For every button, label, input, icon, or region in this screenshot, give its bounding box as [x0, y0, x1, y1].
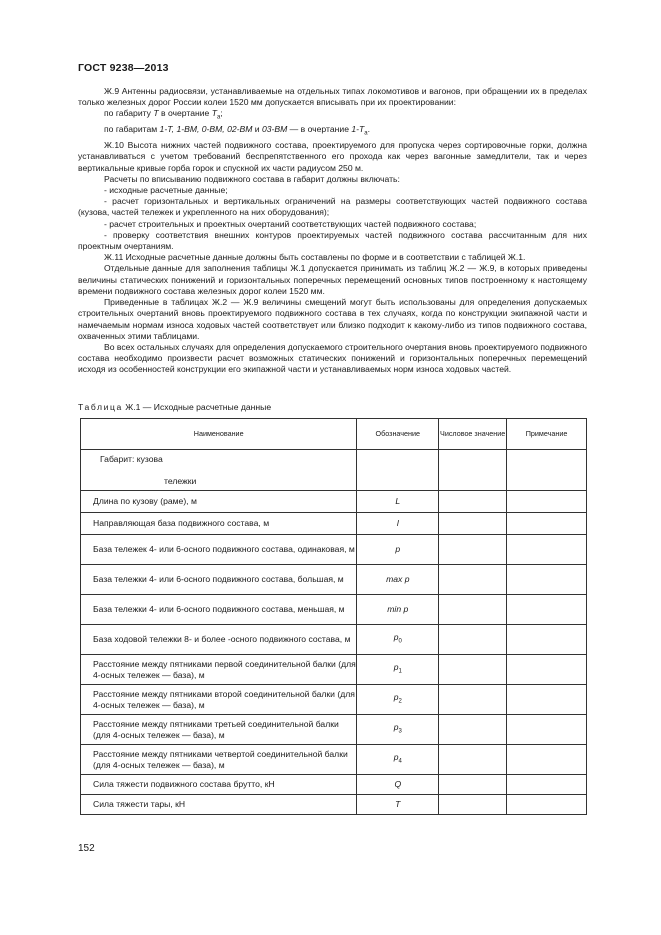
row-symbol: T: [357, 795, 439, 815]
row-symbol: max p: [357, 565, 439, 595]
row-name: Сила тяжести тары, кН: [81, 795, 357, 815]
table-row: [81, 595, 587, 625]
header-symbol: Обозначение: [357, 419, 439, 450]
row-note: [507, 715, 587, 745]
row-symbol: $p_0$: [357, 625, 439, 655]
list-item: - расчет горизонтальных и вертикальных ограничений на размеры соответствующих частей подвижного состава (кузова, частей тележек и укрепленного на них оборудования);: [78, 196, 587, 218]
row-value: [439, 491, 507, 513]
row-symbol: p: [357, 535, 439, 565]
header-value: Числовое значение: [439, 419, 507, 450]
row-note: [507, 795, 587, 815]
row-symbol: $p_4$: [357, 745, 439, 775]
row-value: [439, 795, 507, 815]
row-note: [507, 745, 587, 775]
table-row: [81, 795, 587, 815]
row-note: [507, 625, 587, 655]
page-number: 152: [78, 843, 95, 854]
row-note: [507, 513, 587, 535]
paragraph-calc-intro: Расчеты по вписыванию подвижного состава в габарит должны включать:: [104, 173, 400, 184]
row-name: Направляющая база подвижного состава, м: [81, 513, 357, 535]
table-header-row: [81, 419, 587, 450]
table-row: [81, 491, 587, 513]
row-value: [439, 513, 507, 535]
row-value: [439, 565, 507, 595]
row-name: Расстояние между пятниками третьей соединительной балки (для 4-осных тележек — база), м: [81, 715, 357, 745]
list-item: - проверку соответствия внешних контуров проектируемых частей подвижного состава рассчитанным для них проектным очертаниям.: [78, 229, 587, 252]
table-row: [81, 775, 587, 795]
row-name: База тележки 4- или 6-осного подвижного состава, меньшая, м: [81, 595, 357, 625]
table-row: [81, 715, 587, 745]
row-symbol: l: [357, 513, 439, 535]
row-name: Длина по кузову (раме), м: [81, 491, 357, 513]
row-note: [507, 655, 587, 685]
row-note: [507, 595, 587, 625]
row-symbol: $p_1$: [357, 655, 439, 685]
row-symbol: $p_2$: [357, 685, 439, 715]
table-row: [81, 685, 587, 715]
row-note: [507, 535, 587, 565]
table-caption: Таблица Ж.1 — Исходные расчетные данные: [78, 402, 272, 412]
row-value: [439, 535, 507, 565]
row-value: [439, 625, 507, 655]
row-name: Расстояние между пятниками первой соединительной балки (для 4-осных тележек — база), м: [81, 655, 357, 685]
row-note: [507, 685, 587, 715]
row-name: База тележек 4- или 6-осного подвижного состава, одинаковая, м: [81, 535, 357, 565]
row-value: [439, 775, 507, 795]
table-row: [81, 535, 587, 565]
table-row: [81, 625, 587, 655]
row-note: [507, 775, 587, 795]
row-symbol: Q: [357, 775, 439, 795]
header-name: Наименование: [81, 419, 357, 450]
paragraph-zh11: Ж.11 Исходные расчетные данные должны быть составлены по форме и в соответствии с таблицей Ж.1.: [104, 252, 526, 263]
gabarit-label: Габарит: кузова: [100, 454, 163, 464]
gabarit-sub-label: тележки: [164, 476, 197, 486]
row-value: [439, 595, 507, 625]
body-text: [78, 86, 587, 376]
row-symbol: L: [357, 491, 439, 513]
row-note: [507, 491, 587, 513]
row-name: База тележки 4- или 6-осного подвижного состава, большая, м: [81, 565, 357, 595]
row-value: [439, 745, 507, 775]
list-item: - исходные расчетные данные;: [104, 185, 228, 196]
list-item: - расчет строительных и проектных очертаний соответствующих частей подвижного состава;: [104, 218, 477, 229]
gabarit-cell: [81, 450, 357, 491]
document-header: ГОСТ 9238—2013: [78, 62, 169, 74]
table-row: [81, 513, 587, 535]
table-row: [81, 745, 587, 775]
table-row-gabarit: [81, 450, 587, 491]
paragraph-zh10: Ж.10 Высота нижних частей подвижного состава, проектируемого для пропуска через сортировочные горки, должна устанавливаться с учетом требований беспрепятственного его прохода как через вагонные замедлители, так и через вертикальные кривые горба горок и спускной их части радиусом 250 м.: [78, 140, 587, 173]
row-name: Расстояние между пятниками второй соединительной балки (для 4-осных тележек — база), м: [81, 685, 357, 715]
paragraph-other-cases: Во всех остальных случаях для определения допускаемого строительного очертания вновь проектируемого подвижного состава необходимо произвести расчет возможных статических понижений и горизонтальных поперечных перемещений исходя из особенностей конструкции его экипажной части и устанавливаемых норм износа ходовых частей.: [78, 341, 587, 375]
row-symbol: min p: [357, 595, 439, 625]
paragraph-zh9: Ж.9 Антенны радиосвязи, устанавливаемые на отдельных типах локомотивов и вагонов, при обращении их в пределах только железных дорог России колеи 1520 мм допускается вписывать при их проектировании:: [78, 86, 587, 108]
row-name: Расстояние между пятниками четвертой соединительной балки (для 4-осных тележек — база), м: [81, 745, 357, 775]
row-value: [439, 715, 507, 745]
row-name: База ходовой тележки 8- и более -осного подвижного состава, м: [81, 625, 357, 655]
row-value: [439, 655, 507, 685]
row-name: Сила тяжести подвижного состава брутто, кН: [81, 775, 357, 795]
row-value: [439, 685, 507, 715]
header-note: Примечание: [507, 419, 587, 450]
row-note: [507, 565, 587, 595]
row-symbol: $p_3$: [357, 715, 439, 745]
paragraph-gabarit-t: по габариту Т в очертание $Т_а$;: [104, 108, 223, 122]
paragraph-gabarit-vm: по габаритам 1-Т, 1-ВМ, 0-ВМ, 02-ВМ и 03-ВМ — в очертание $1-Т_а$.: [104, 124, 370, 138]
table-row: [81, 565, 587, 595]
paragraph-offsets: Приведенные в таблицах Ж.2 — Ж.9 величины смещений могут быть использованы для определения допускаемых строительных очертаний вновь проектируемого подвижного состава в тех случаях, когда по конструкции экипажной части и намечаемым нормам износа ходовых частей соответствует или близко подходит к какому-либо из типов подвижного состава, охваченных этими таблицами.: [78, 297, 587, 341]
table-row: [81, 655, 587, 685]
paragraph-tables: Отдельные данные для заполнения таблицы Ж.1 допускается принимать из таблиц Ж.2 — Ж.9, в которых приведены величины статических понижений и горизонтальных поперечных перемещений основных типов построенному к настоящему времени подвижного состава железных дорог колеи 1520 мм.: [78, 263, 587, 296]
initial-data-table: [80, 418, 587, 815]
